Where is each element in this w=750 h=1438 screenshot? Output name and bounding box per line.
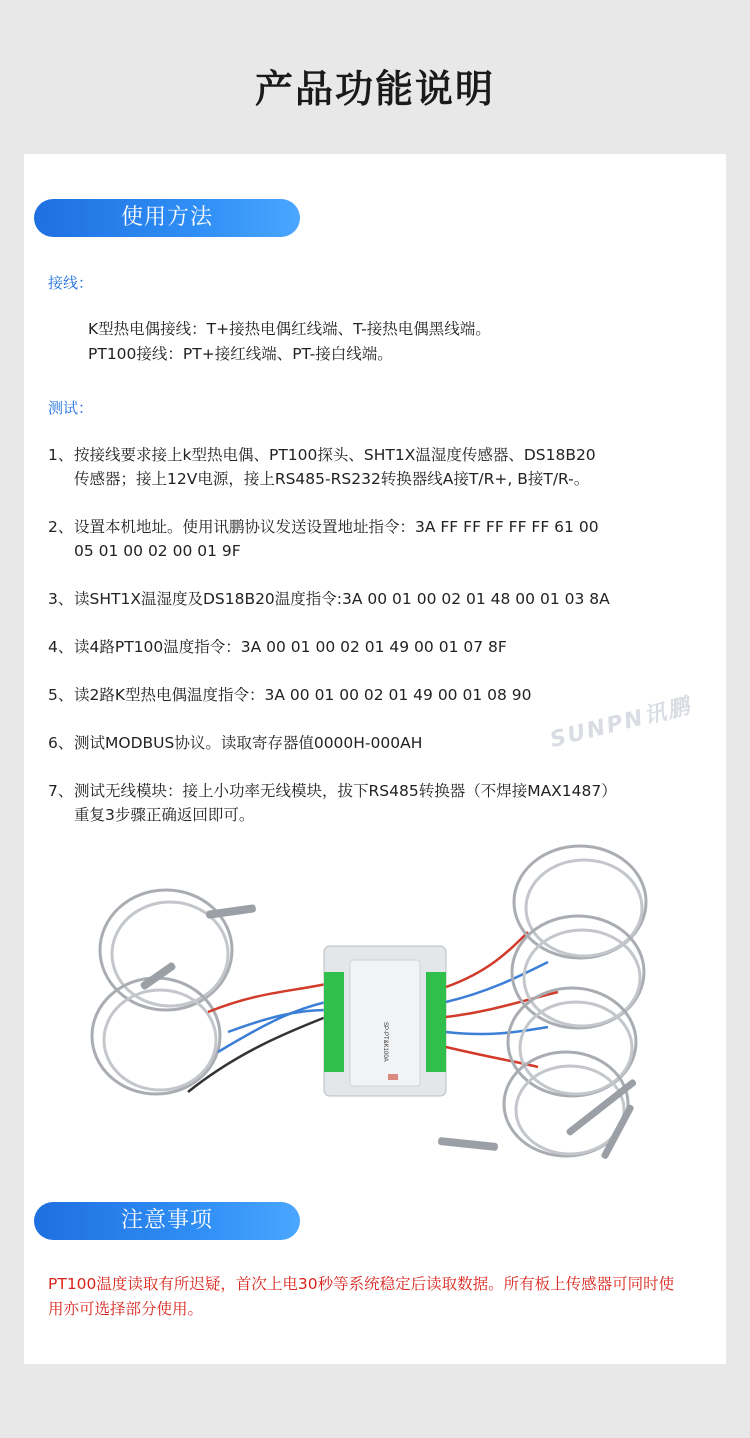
- wiring-line-pt100: PT100接线：PT+接红线端、PT-接白线端。: [88, 345, 393, 363]
- step-text: 重复3步骤正确返回即可。: [74, 806, 255, 824]
- test-step-5: [48, 683, 698, 707]
- controller-module: [324, 946, 446, 1096]
- step-text: 按接线要求接上k型热电偶、PT100探头、SHT1X温湿度传感器、DS18B20: [74, 446, 596, 464]
- test-step-1: [48, 443, 698, 491]
- wiring-label: 接线：: [48, 274, 94, 292]
- test-step-2: [48, 515, 698, 563]
- step-number: 2、: [48, 518, 74, 536]
- section-notes-header: 注意事项: [34, 1202, 300, 1240]
- step-number: 4、: [48, 638, 74, 656]
- page-title: 产品功能说明: [254, 67, 495, 111]
- step-text: 传感器；接上12V电源，接上RS485-RS232转换器线A接T/R+, B接T/R-。: [74, 470, 590, 488]
- product-photo: [88, 842, 662, 1198]
- test-step-7: [48, 779, 698, 827]
- test-step-4: [48, 635, 698, 659]
- step-number: 1、: [48, 446, 74, 464]
- step-text: 读SHT1X温湿度及DS18B20温度指令:3A 00 01 00 02 01 48 00 01 03 8A: [74, 590, 610, 608]
- step-text: 读2路K型热电偶温度指令：3A 00 01 00 02 01 49 00 01 08 90: [74, 686, 532, 704]
- step-number: 6、: [48, 734, 74, 752]
- left-probe-tips: [139, 904, 256, 991]
- section-usage-header: 使用方法: [34, 199, 300, 237]
- step-number: 3、: [48, 590, 74, 608]
- wiring-line-k: K型热电偶接线：T+接热电偶红线端、T-接热电偶黑线端。: [88, 320, 491, 338]
- step-text: 设置本机地址。使用讯鹏协议发送设置地址指令：3A FF FF FF FF FF 61 00: [74, 518, 599, 536]
- step-text: 05 01 00 02 00 01 9F: [74, 542, 241, 560]
- step-number: 5、: [48, 686, 74, 704]
- test-label: 测试：: [48, 399, 94, 417]
- right-probe-tips: [438, 1078, 638, 1160]
- left-probe-coils: [92, 890, 232, 1094]
- right-wires: [446, 932, 558, 1067]
- device-model-label: SP-PT&K100A: [382, 1022, 388, 1062]
- test-step-3: [48, 587, 698, 611]
- step-text: 测试无线模块：接上小功率无线模块，拔下RS485转换器（不焊接MAX1487）: [74, 782, 617, 800]
- step-number: 7、: [48, 782, 74, 800]
- warning-text: PT100温度读取有所迟疑，首次上电30秒等系统稳定后读取数据。所有板上传感器可同时使用亦可选择部分使用。: [48, 1275, 675, 1318]
- brand-watermark: SUNPN讯鹏: [547, 693, 695, 754]
- step-text: 测试MODBUS协议。读取寄存器值0000H-000AH: [74, 734, 423, 752]
- step-text: 读4路PT100温度指令：3A 00 01 00 02 01 49 00 01 07 8F: [74, 638, 507, 656]
- left-wires: [188, 984, 326, 1092]
